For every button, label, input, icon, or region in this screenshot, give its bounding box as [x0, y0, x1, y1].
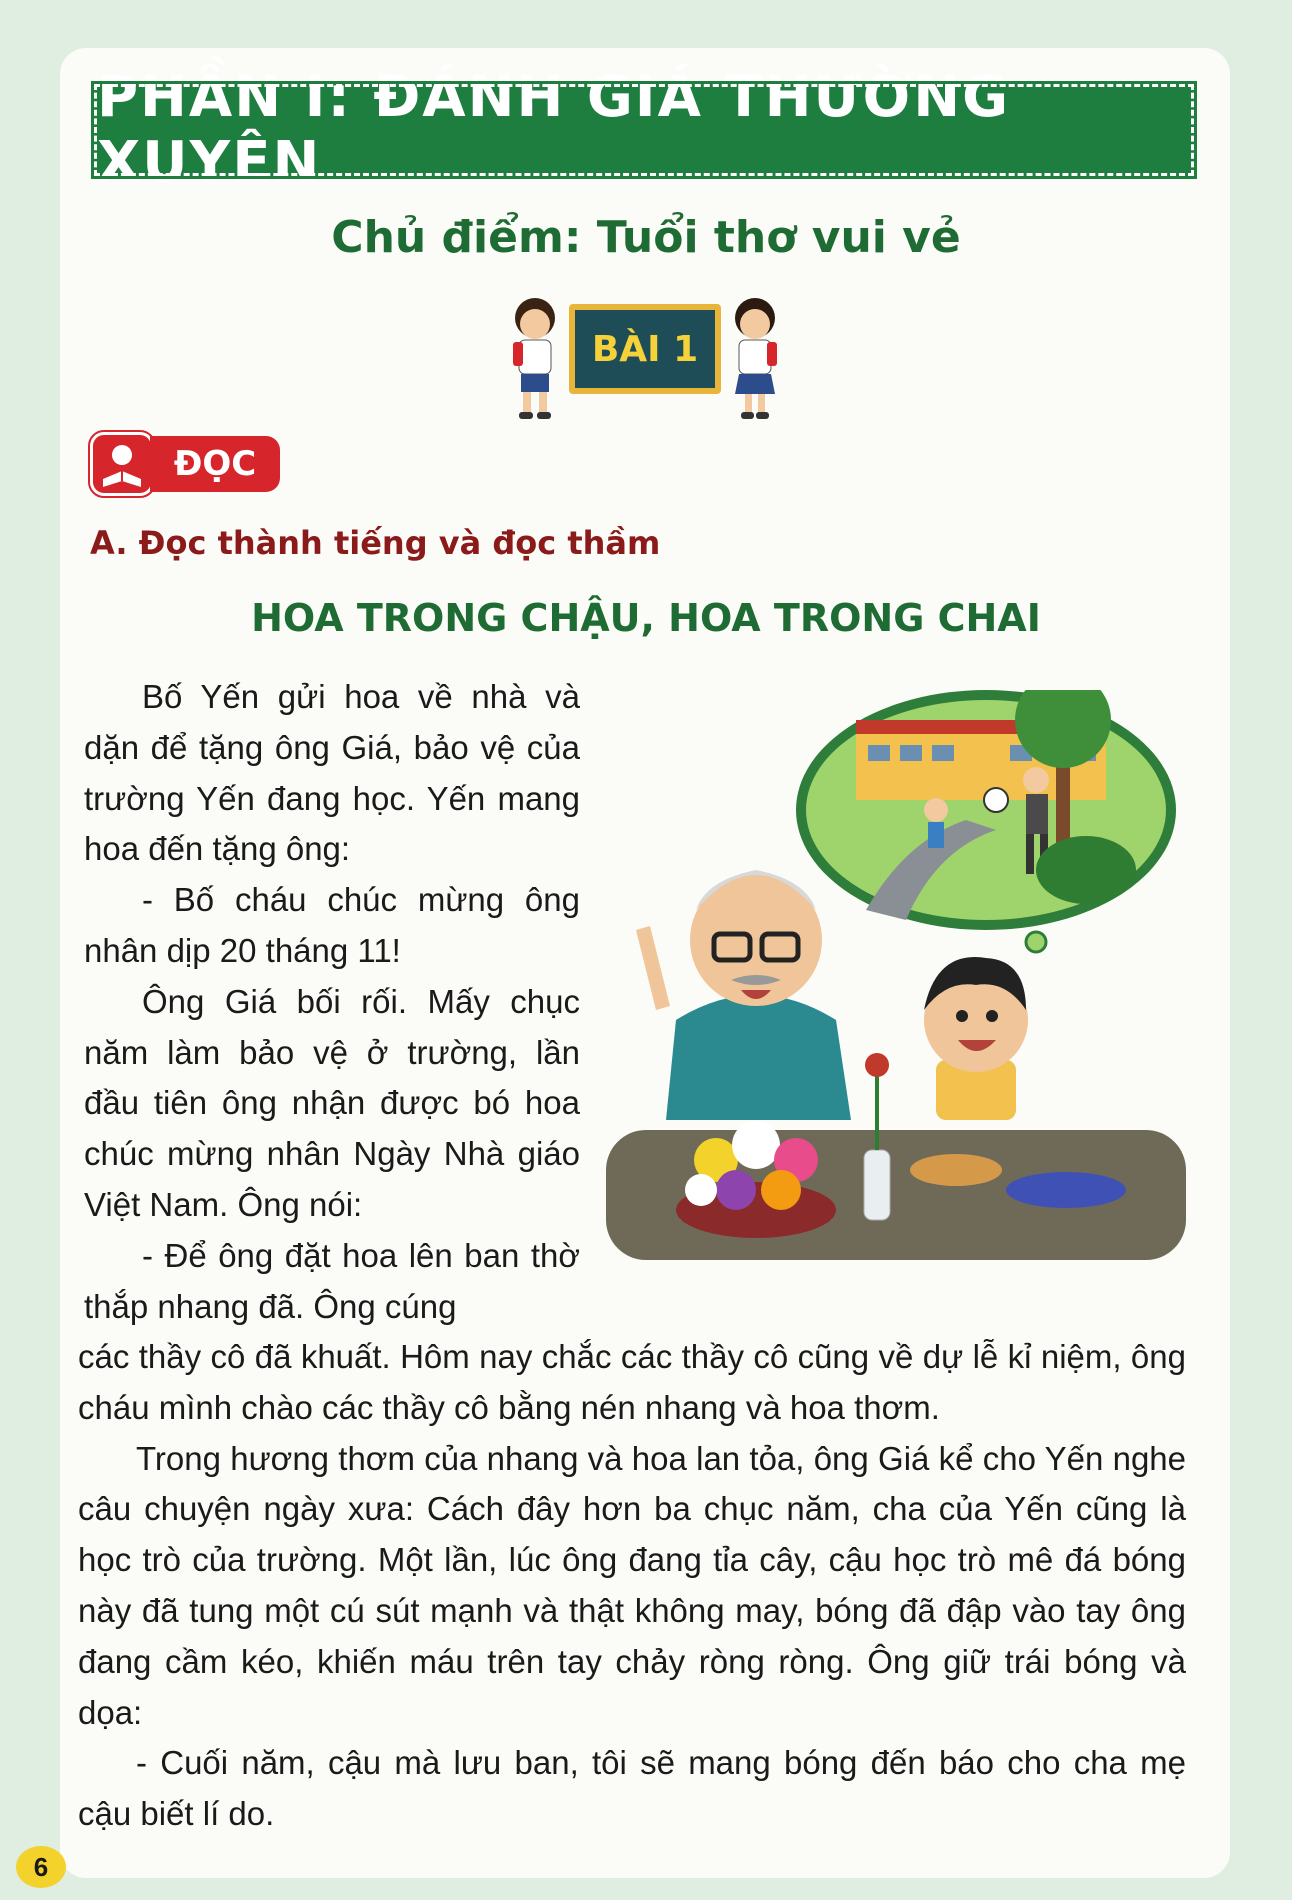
memory-bubble-icon: [796, 690, 1176, 952]
paragraph: Ông Giá bối rối. Mấy chục năm làm bảo vệ ở trường, lần đầu tiên ông nhận được bó hoa chúc mừng nhân Ngày Nhà giáo Việt Nam. Ông nói:: [84, 982, 580, 1223]
paragraph: - Bố cháu chúc mừng ông nhân dịp 20 tháng 11!: [84, 881, 580, 969]
fruit-plate-icon: [1006, 1172, 1126, 1208]
snack-plate-icon: [910, 1154, 1002, 1186]
boy-figure-icon: [924, 957, 1028, 1120]
topic-heading: Chủ điểm: Tuổi thơ vui vẻ: [331, 212, 961, 263]
lesson-board: BÀI 1: [569, 304, 721, 394]
grandfather-figure-icon: [636, 870, 851, 1120]
paragraph: - Cuối năm, cậu mà lưu ban, tôi sẽ mang bóng đến báo cho cha mẹ cậu biết lí do.: [78, 1744, 1186, 1833]
story-text-full: [78, 1332, 1186, 1840]
paragraph: Trong hương thơm của nhang và hoa lan tỏa, ông Giá kể cho Yến nghe câu chuyện ngày xưa: Cách đây hơn ba chục năm, cha của Yến cũng là học trò của trường. Một lần, lúc ông đang tỉa cây, cậu học trò mê đá bóng này đã tung một cú sút mạnh và thật không may, bóng đã đập vào tay ông đang cầm kéo, khiến máu trên tay chảy ròng ròng. Ông giữ trái bóng và dọa:: [78, 1439, 1186, 1731]
section-subheading: A. Đọc thành tiếng và đọc thầm: [90, 524, 661, 562]
reading-section-badge: [90, 432, 282, 496]
paragraph: - Để ông đặt hoa lên ban thờ thắp nhang đã. Ông cúng: [84, 1236, 580, 1325]
paragraph: các thầy cô đã khuất. Hôm nay chắc các thầy cô cũng về dự lễ kỉ niệm, ông cháu mình chào các thầy cô bằng nén nhang và hoa thơm.: [78, 1338, 1186, 1426]
story-illustration: [606, 690, 1186, 1280]
paragraph: Bố Yến gửi hoa về nhà và dặn để tặng ông Giá, bảo vệ của trường Yến đang học. Yến mang hoa đến tặng ông:: [84, 678, 580, 868]
student-girl-icon: [725, 296, 785, 421]
reading-label: ĐỌC: [150, 436, 280, 492]
part-title-banner: PHẦN I: ĐÁNH GIÁ THƯỜNG XUYÊN: [94, 84, 1194, 176]
story-title: HOA TRONG CHẬU, HOA TRONG CHAI: [251, 596, 1041, 640]
reading-book-icon: [90, 432, 154, 496]
page-number: 6: [16, 1846, 66, 1888]
lesson-header: [505, 296, 785, 421]
story-text-column: [84, 672, 580, 1332]
student-boy-icon: [505, 296, 565, 421]
